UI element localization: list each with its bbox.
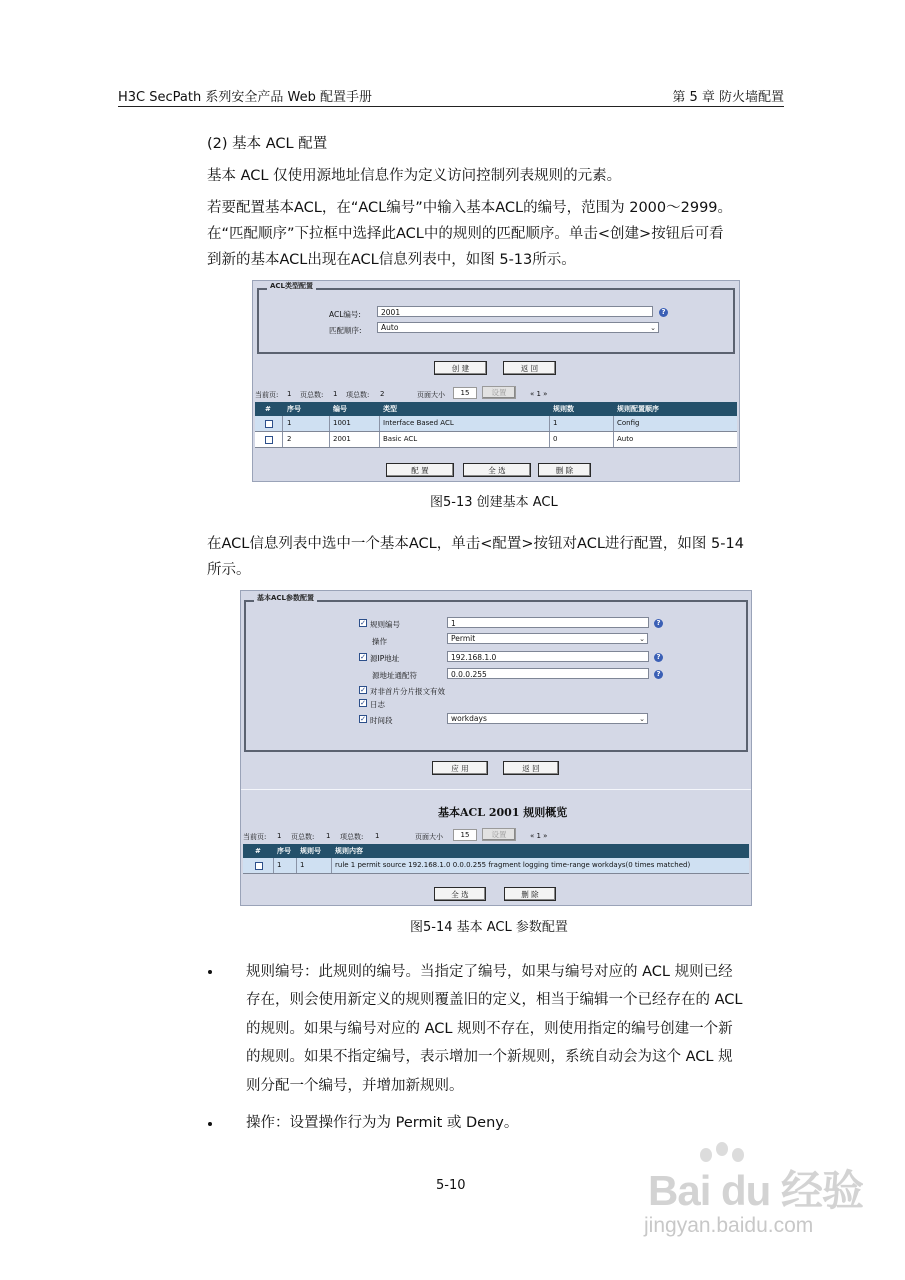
page-size-set-button[interactable]: 设置 — [482, 386, 516, 399]
wildcard-label: 源地址通配符 — [372, 671, 417, 680]
paragraph-2-line-1: 若要配置基本ACL，在“ACL编号”中输入基本ACL的编号，范围为 2000～2999。 — [207, 200, 733, 216]
divider — [241, 789, 751, 790]
table-row[interactable] — [243, 858, 749, 874]
help-icon[interactable]: ? — [659, 308, 668, 317]
row-number: 1001 — [333, 419, 351, 427]
help-icon[interactable]: ? — [654, 653, 663, 662]
paragraph-3-line-2: 所示。 — [207, 562, 251, 578]
rule-number-label: 规则编号 — [370, 620, 400, 629]
row-number: 2001 — [333, 435, 351, 443]
source-address-checkbox[interactable]: ✓ — [360, 653, 366, 661]
time-range-label: 时间段 — [370, 716, 393, 725]
back-button[interactable]: 返 回 — [503, 761, 559, 775]
delete-button[interactable]: 删 除 — [538, 463, 591, 477]
time-range-select[interactable] — [447, 713, 648, 724]
row-rule-order: Config — [617, 419, 640, 427]
paragraph-3-line-1: 在ACL信息列表中选中一个基本ACL，单击<配置>按钮对ACL进行配置，如图 5-14 — [207, 536, 744, 552]
bullet-2: 操作：设置操作行为为 Permit 或 Deny。 — [246, 1115, 519, 1131]
col-hash: # — [265, 405, 271, 413]
acl-number-input[interactable]: 2001 — [377, 306, 653, 317]
bullet-dot — [208, 970, 212, 974]
rule-number-checkbox[interactable]: ✓ — [360, 619, 366, 627]
current-page-label: 当前页: — [243, 833, 267, 841]
header-left: H3C SecPath 系列安全产品 Web 配置手册 — [118, 90, 372, 105]
fieldset-legend: ACL类型配置 — [267, 281, 316, 291]
row-rule-content: rule 1 permit source 192.168.1.0 0.0.0.255 fragment logging time-range workdays(0 times matched) — [335, 861, 691, 869]
wildcard-input[interactable]: 0.0.0.255 — [447, 668, 649, 679]
paragraph-1: 基本 ACL 仅使用源地址信息作为定义访问控制列表规则的元素。 — [207, 168, 622, 184]
current-page-value: 1 — [277, 832, 282, 840]
chevron-down-icon: ⌄ — [639, 635, 645, 643]
header-right: 第 5 章 防火墙配置 — [672, 90, 784, 105]
bullet-1-line-3: 的规则。如果与编号对应的 ACL 规则不存在，则使用指定的编号创建一个新 — [246, 1021, 733, 1037]
total-items-label: 项总数: — [346, 391, 370, 399]
col-rule-number: 规则号 — [300, 847, 321, 855]
rule-summary-title: 基本ACL 2001 规则概览 — [438, 806, 568, 819]
page-size-set-button[interactable]: 设置 — [482, 828, 516, 841]
time-range-value: workdays — [451, 714, 487, 723]
figure-5-14-screenshot — [240, 590, 752, 906]
row-checkbox[interactable] — [265, 436, 273, 444]
header-rule — [118, 106, 784, 107]
logging-label: 日志 — [370, 700, 385, 709]
col-rule-count: 规则数 — [553, 405, 574, 413]
rule-table-header — [243, 844, 749, 858]
row-rule-order: Auto — [617, 435, 634, 443]
page-size-label: 页面大小 — [415, 833, 443, 841]
match-order-select[interactable] — [377, 322, 659, 333]
source-address-input[interactable]: 192.168.1.0 — [447, 651, 649, 662]
bullet-1-line-2: 存在，则会使用新定义的规则覆盖旧的定义，相当于编辑一个已经存在的 ACL — [246, 992, 743, 1008]
col-seq: 序号 — [287, 405, 301, 413]
figure-5-13-screenshot — [252, 280, 740, 482]
total-pages-label: 页总数: — [300, 391, 324, 399]
total-pages-label: 页总数: — [291, 833, 315, 841]
col-rule-order: 规则配置顺序 — [617, 405, 659, 413]
delete-button[interactable]: 删 除 — [504, 887, 556, 901]
pager[interactable]: « 1 » — [530, 832, 548, 840]
acl-type-fieldset — [257, 282, 735, 354]
col-type: 类型 — [383, 405, 397, 413]
help-icon[interactable]: ? — [654, 670, 663, 679]
watermark-url: jingyan.baidu.com — [644, 1214, 814, 1237]
row-seq: 1 — [287, 419, 292, 427]
bullet-1-line-5: 则分配一个编号，并增加新规则。 — [246, 1078, 464, 1094]
pager[interactable]: « 1 » — [530, 390, 548, 398]
col-hash: # — [255, 847, 261, 855]
config-button[interactable]: 配 置 — [386, 463, 454, 477]
help-icon[interactable]: ? — [654, 619, 663, 628]
bullet-1-line-1: 规则编号：此规则的编号。当指定了编号，如果与编号对应的 ACL 规则已经 — [246, 964, 733, 980]
fragment-checkbox[interactable]: ✓ — [360, 686, 366, 694]
action-label: 操作 — [372, 637, 387, 646]
acl-table-header — [255, 402, 737, 416]
total-items-value: 2 — [380, 390, 385, 398]
fieldset-legend: 基本ACL参数配置 — [254, 593, 317, 603]
action-select[interactable] — [447, 633, 648, 644]
figure-5-13-caption: 图5-13 创建基本 ACL — [430, 495, 558, 510]
page-size-label: 页面大小 — [417, 391, 445, 399]
table-row[interactable] — [255, 432, 737, 448]
chevron-down-icon: ⌄ — [639, 715, 645, 723]
total-items-value: 1 — [375, 832, 380, 840]
page-size-input[interactable]: 15 — [453, 387, 477, 399]
current-page-label: 当前页: — [255, 391, 279, 399]
logging-checkbox[interactable]: ✓ — [360, 699, 366, 707]
row-rule-number: 1 — [300, 861, 305, 869]
col-rule-content: 规则内容 — [335, 847, 363, 855]
figure-5-14-caption: 图5-14 基本 ACL 参数配置 — [410, 920, 568, 935]
page-number: 5-10 — [436, 1178, 466, 1193]
select-all-button[interactable]: 全 选 — [463, 463, 531, 477]
row-type: Interface Based ACL — [383, 419, 454, 427]
current-page-value: 1 — [287, 390, 292, 398]
source-address-label: 源IP地址 — [370, 654, 400, 663]
row-type: Basic ACL — [383, 435, 418, 443]
paragraph-2-line-2: 在“匹配顺序”下拉框中选择此ACL中的规则的匹配顺序。单击<创建>按钮后可看 — [207, 226, 724, 242]
total-pages-value: 1 — [326, 832, 331, 840]
col-seq: 序号 — [277, 847, 291, 855]
page-size-input[interactable]: 15 — [453, 829, 477, 841]
back-button[interactable]: 返 回 — [503, 361, 556, 375]
chevron-down-icon: ⌄ — [650, 324, 656, 332]
match-order-label: 匹配顺序: — [329, 326, 362, 335]
row-seq: 2 — [287, 435, 292, 443]
row-rule-count: 0 — [553, 435, 558, 443]
match-order-value: Auto — [381, 323, 399, 332]
create-button[interactable]: 创 建 — [434, 361, 487, 375]
row-checkbox[interactable] — [255, 862, 263, 870]
rule-number-input[interactable]: 1 — [447, 617, 649, 628]
paw-icon — [716, 1142, 728, 1156]
watermark-logo: Bai du 经验 — [648, 1167, 864, 1214]
section-title: (2) 基本 ACL 配置 — [207, 136, 328, 152]
apply-button[interactable]: 应 用 — [432, 761, 488, 775]
row-rule-count: 1 — [553, 419, 558, 427]
paragraph-2-line-3: 到新的基本ACL出现在ACL信息列表中，如图 5-13所示。 — [207, 252, 576, 268]
bullet-dot — [208, 1122, 212, 1126]
row-seq: 1 — [277, 861, 282, 869]
time-range-checkbox[interactable]: ✓ — [360, 715, 366, 723]
action-value: Permit — [451, 634, 476, 643]
bullet-1-line-4: 的规则。如果不指定编号，表示增加一个新规则，系统自动会为这个 ACL 规 — [246, 1049, 733, 1065]
row-checkbox[interactable] — [265, 420, 273, 428]
total-pages-value: 1 — [333, 390, 338, 398]
fragment-label: 对非首片分片报文有效 — [370, 687, 445, 696]
acl-number-label: ACL编号: — [329, 310, 361, 319]
select-all-button[interactable]: 全 选 — [434, 887, 486, 901]
total-items-label: 项总数: — [340, 833, 364, 841]
col-number: 编号 — [333, 405, 347, 413]
table-row[interactable] — [255, 416, 737, 432]
